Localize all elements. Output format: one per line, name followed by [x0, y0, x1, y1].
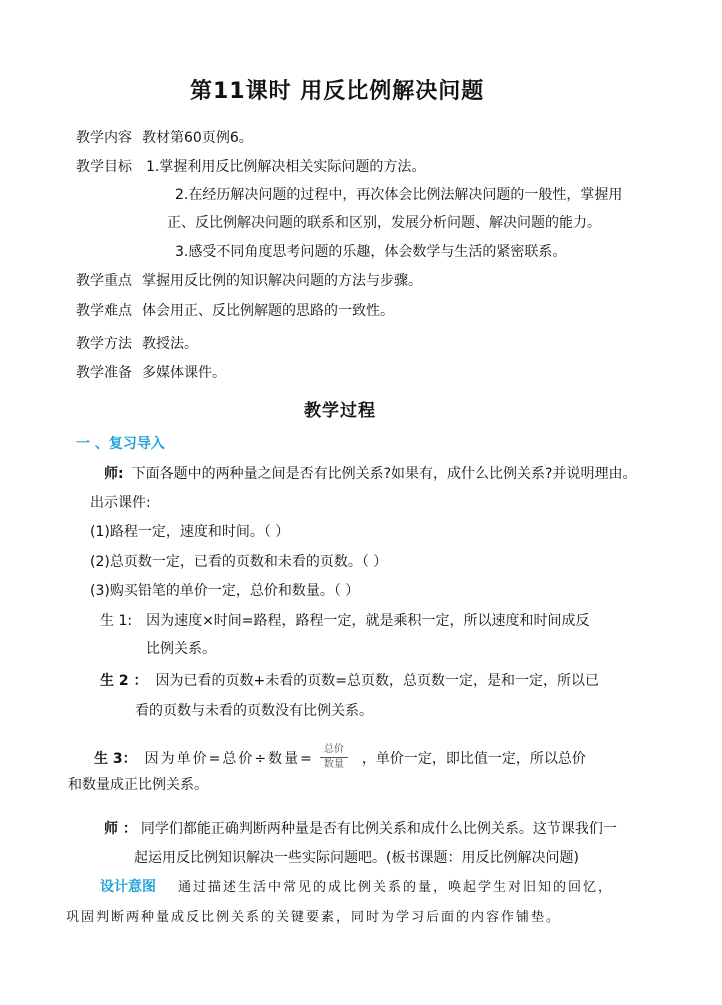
teaching-content-value: 教材第60页例6。: [142, 130, 253, 146]
student-1-answer: [100, 610, 590, 630]
student-1-line1: 因为速度×时间=路程，路程一定，就是乘积一定，所以速度和时间成反: [146, 613, 590, 629]
student-3-answer: [94, 744, 586, 771]
fraction-numerator: 总价: [323, 744, 344, 755]
student-2-line1: 因为已看的页数+未看的页数=总页数，总页数一定，是和一定，所以已: [155, 673, 599, 689]
design-intention-line1: 通过描述生活中常见的成比例关系的量，唤起学生对旧知的回忆，: [178, 880, 614, 895]
student-3-speaker: 生 3：: [94, 750, 137, 767]
teacher-summary-line2: 起运用反比例知识解决一些实际问题吧。(板书课题：用反比例解决问题): [134, 850, 579, 866]
goal-item-1: 1.掌握利用反比例解决相关实际问题的方法。: [146, 159, 426, 175]
teaching-goals-label: 教学目标: [76, 159, 132, 175]
teaching-goals-row: [76, 156, 425, 176]
student-1-line2: 比例关系。: [146, 641, 216, 657]
question-1: (1)路程一定，速度和时间。（ ）: [90, 524, 290, 540]
teacher-question-text: 下面各题中的两种量之间是否有比例关系?如果有，成什么比例关系?并说明理由。: [131, 466, 637, 482]
student-3-post: ，单价一定，即比值一定，所以总价: [361, 750, 586, 767]
teaching-key-label: 教学重点: [76, 273, 132, 289]
goal-item-2: 2.在经历解决问题的过程中，再次体会比例法解决问题的一般性，掌握用: [175, 187, 623, 203]
teacher-question: [104, 463, 636, 483]
fraction-total-over-quantity: [320, 744, 348, 771]
teaching-key-value: 掌握用反比例的知识解决问题的方法与步骤。: [142, 273, 422, 289]
teacher-summary: [104, 818, 617, 838]
teaching-difficulty-row: [76, 300, 394, 320]
student-3-line2: 和数量成正比例关系。: [68, 777, 208, 793]
design-intention-line2: 巩固判断两种量成反比例关系的关键要素，同时为学习后面的内容作铺垫。: [66, 910, 562, 925]
section-heading: 一 、复习导入: [76, 436, 165, 452]
teaching-content-label: 教学内容: [76, 130, 132, 146]
teacher-speaker: 师:: [104, 466, 124, 482]
design-intention: [100, 876, 613, 896]
teaching-method-row: [76, 333, 198, 353]
teaching-prep-value: 多媒体课件。: [142, 365, 226, 381]
goal-item-2-cont: 正、反比例解决问题的联系和区别，发展分析问题、解决问题的能力。: [167, 215, 601, 231]
goal-item-3: 3.感受不同角度思考问题的乐趣，体会数学与生活的紧密联系。: [175, 244, 567, 260]
question-3: (3)购买铅笔的单价一定，总价和数量。（ ）: [90, 583, 360, 599]
teaching-method-value: 教授法。: [142, 336, 198, 352]
teaching-key-row: [76, 270, 422, 290]
fraction-bar: [320, 757, 348, 758]
student-2-line2: 看的页数与未看的页数没有比例关系。: [135, 703, 373, 719]
student-1-speaker: 生 1:: [100, 613, 133, 629]
student-2-speaker: 生 2 ：: [100, 673, 148, 689]
student-2-answer: [100, 670, 599, 690]
design-intention-label: 设计意图: [100, 879, 156, 895]
teacher-summary-line1: 同学们都能正确判断两种量是否有比例关系和成什么比例关系。这节课我们一: [140, 821, 617, 837]
teaching-content-row: [76, 127, 253, 147]
page-title: 第11课时 用反比例解决问题: [190, 79, 485, 104]
show-courseware: 出示课件:: [90, 495, 151, 511]
student-3-pre: 因为单价=总价÷数量=: [144, 750, 314, 767]
teaching-prep-label: 教学准备: [76, 365, 132, 381]
process-title: 教学过程: [304, 401, 376, 421]
question-2: (2)总页数一定，已看的页数和未看的页数。（ ）: [90, 554, 388, 570]
teaching-difficulty-value: 体会用正、反比例解题的思路的一致性。: [142, 303, 394, 319]
teacher-summary-speaker: 师 ：: [104, 821, 137, 837]
teaching-prep-row: [76, 362, 226, 382]
teaching-difficulty-label: 教学难点: [76, 303, 132, 319]
fraction-denominator: 数量: [323, 759, 344, 770]
teaching-method-label: 教学方法: [76, 336, 132, 352]
